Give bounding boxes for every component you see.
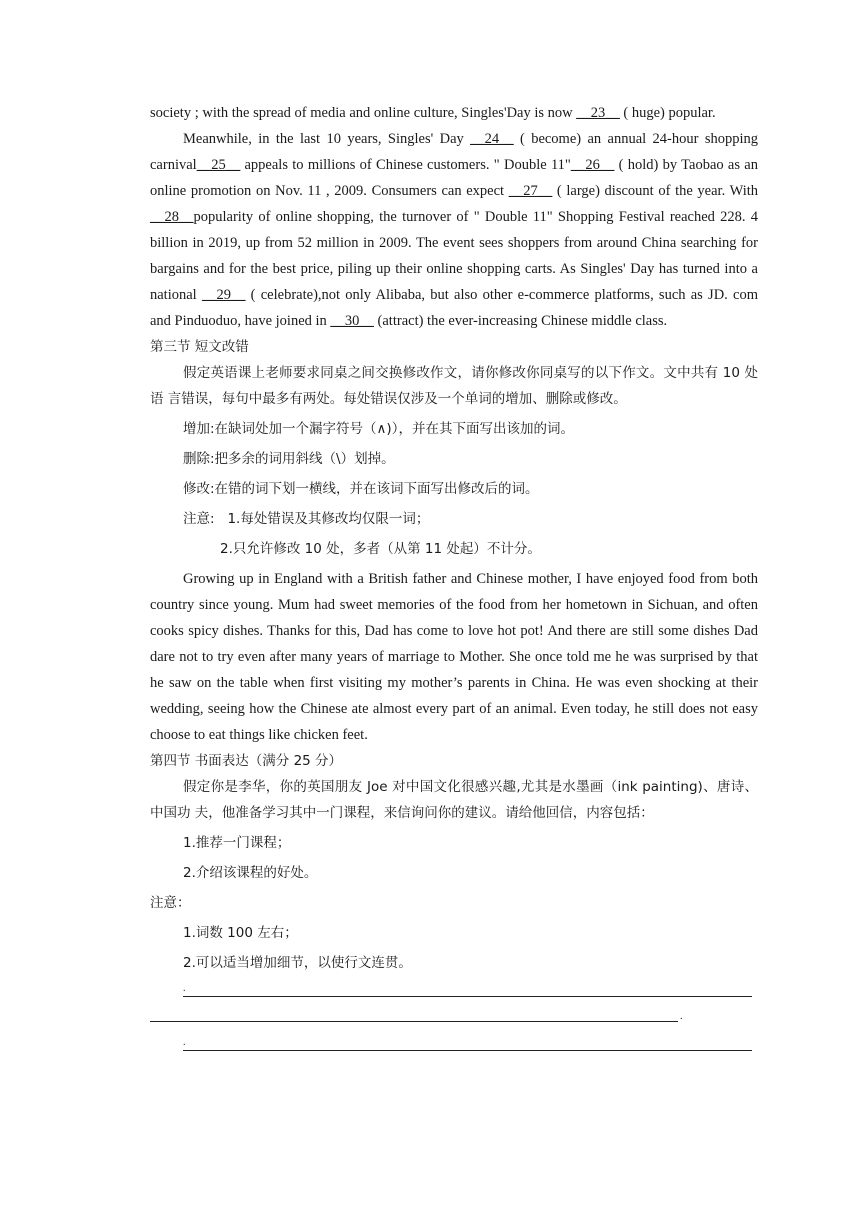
passage-text: appeals to millions of Chinese customers. " Double 11" xyxy=(240,157,571,173)
blank-30: __30__ xyxy=(330,313,374,329)
note-item-1: 1.每处错误及其修改均仅限一词； xyxy=(227,511,430,527)
writing-line-2[interactable] xyxy=(150,1021,678,1022)
passage-text: Meanwhile, in the last 10 years, Singles' Day xyxy=(183,131,471,147)
note-label: 注意: xyxy=(183,511,215,527)
rule-add: 增加:在缺词处加一个漏字符号（∧)），并在其下面写出该加的词。 xyxy=(183,421,574,437)
requirement-1: 1.词数 100 左右； xyxy=(183,925,298,941)
section3-intro: 假定英语课上老师要求同桌之间交换修改作文，请你修改你同桌写的以下作文。文中共有 10 处语 言错误，每句中最多有两处。每处错误仅涉及一个单词的增加、删除或修改。 xyxy=(150,365,758,407)
writing-line-1[interactable] xyxy=(183,996,752,997)
section4-heading: 第四节 书面表达（满分 25 分） xyxy=(150,753,343,769)
content-item-2: 2.介绍该课程的好处。 xyxy=(183,865,318,881)
passage-text: ( become) an annual 24-hour shopping carnival xyxy=(150,131,758,173)
blank-27: __27__ xyxy=(508,183,553,199)
passage-text: ( celebrate),not only Alibaba, but also other e-commerce platforms, such as JD. com and Pinduoduo, have joined in xyxy=(150,287,758,329)
passage-line-23 xyxy=(150,100,758,126)
requirement-2: 2.可以适当增加细节，以使行文连贯。 xyxy=(183,955,412,971)
document-page xyxy=(150,100,758,1072)
line-dot: . xyxy=(680,1011,683,1022)
section4-prompt: 假定你是李华，你的英国朋友 Joe 对中国文化很感兴趣,尤其是水墨画（ink painting)、唐诗、中国功 夫，他准备学习其中一门课程，来信询问你的建议。请给他回信，内容包括： xyxy=(150,779,758,821)
rule-modify: 修改:在错的词下划一横线，并在该词下面写出修改后的词。 xyxy=(183,481,539,497)
writing-line-3[interactable] xyxy=(183,1050,752,1051)
blank-25: __25__ xyxy=(196,157,241,173)
passage-text: ( huge) popular. xyxy=(619,105,716,121)
blank-24: __24__ xyxy=(470,131,514,147)
writing-area[interactable] xyxy=(150,982,758,1072)
passage-text: ( large) discount of the year. With xyxy=(552,183,759,199)
passage-text: society ; with the spread of media and online culture, Singles'Day is now xyxy=(150,105,577,121)
section3-heading: 第三节 短文改错 xyxy=(150,339,249,355)
line-dot: . xyxy=(183,983,186,994)
essay-text: Growing up in England with a British father and Chinese mother, I have enjoyed food from both country since young. Mum had sweet memories of the food from her hometown in Sichuan, and often cooks spicy dishes. Thanks for this, Dad has come to love hot pot! And there are still some dishes Dad dare not to try even after many years of marriage to Mother. She once told me he was surprised by that he saw on the table when first visiting my mother’s parents in China. He was even shocking at their wedding, seeing how the Chinese ate almost every part of an animal. Even today, he still does not easy choose to eat things like chicken feet. xyxy=(150,571,758,743)
passage-paragraph xyxy=(150,126,758,334)
passage-text: popularity of online shopping, the turnover of " Double 11" Shopping Festival reached 228. 4 billion in 2019, up from 52 million in 2009. The event sees shoppers from around China searching for bargains and for the best price, piling up their online shopping carts. As Singles' Day has turned into a national xyxy=(150,209,758,303)
section4-note-label: 注意： xyxy=(150,895,191,911)
note-row xyxy=(150,506,758,532)
blank-23: __23__ xyxy=(576,105,620,121)
passage-text: ( hold) by Taobao as an online promotion on Nov. 11 , 2009. Consumers can expect xyxy=(150,157,758,199)
note-item-2: 2.只允许修改 10 处，多者（从第 11 处起）不计分。 xyxy=(220,541,541,557)
blank-26: __26__ xyxy=(570,157,615,173)
content-item-1: 1.推荐一门课程； xyxy=(183,835,291,851)
blank-29: __29__ xyxy=(201,287,246,303)
line-dot: . xyxy=(183,1037,186,1048)
rule-delete: 删除:把多余的词用斜线（\）划掉。 xyxy=(183,451,395,467)
passage-text: (attract) the ever-increasing Chinese middle class. xyxy=(373,313,668,329)
blank-28: __28__ xyxy=(150,209,194,225)
